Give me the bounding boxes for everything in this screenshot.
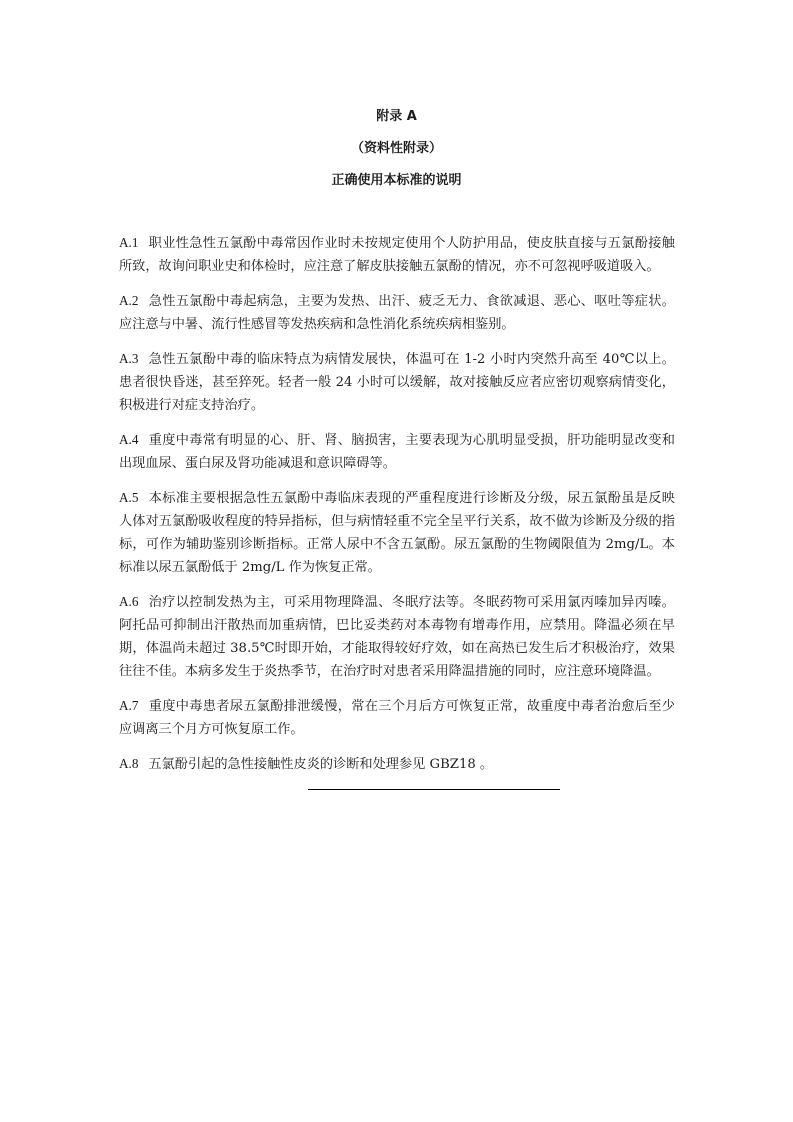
paragraph-a1: [119, 231, 675, 278]
paragraph-a8: [119, 752, 675, 776]
paragraph-a5: [119, 486, 675, 579]
section-title: 正确使用本标准的说明: [331, 173, 462, 188]
paragraph-a7: [119, 694, 675, 741]
paragraph-text: 急性五氯酚中毒的临床特点为病情发展快，体温可在 1-2 小时内突然升高至 40℃以上。患者很快昏迷，甚至猝死。轻者一般 24 小时可以缓解，故对接触反应者应密切观察病情变化，积极进行对症支持治疗。: [119, 352, 675, 413]
paragraph-text: 五氯酚引起的急性接触性皮炎的诊断和处理参见 GBZ18 。: [148, 757, 494, 772]
paragraph-number: A.7: [119, 698, 139, 713]
paragraph-number: A.1: [119, 235, 139, 250]
paragraph-text: 职业性急性五氯酚中毒常因作业时未按规定使用个人防护用品，使皮肤直接与五氯酚接触所致，故询问职业史和体检时，应注意了解皮肤接触五氯酚的情况，亦不可忽视呼吸道吸入。: [119, 236, 675, 274]
appendix-type: （资料性附录）: [350, 141, 442, 156]
paragraph-number: A.6: [119, 594, 139, 609]
paragraph-text: 急性五氯酚中毒起病急，主要为发热、出汗、疲乏无力、食欲减退、恶心、呕吐等症状。应注意与中暑、流行性感冒等发热疾病和急性消化系统疾病相鉴别。: [119, 294, 675, 332]
end-rule: [308, 789, 560, 790]
paragraph-a2: [119, 289, 675, 336]
paragraph-number: A.2: [119, 293, 139, 308]
document-body: [119, 231, 675, 787]
paragraph-number: A.8: [119, 756, 139, 771]
paragraph-text: 本标准主要根据急性五氯酚中毒临床表现的严重程度进行诊断及分级，尿五氯酚虽是反映人体对五氯酚吸收程度的特异指标，但与病情轻重不完全呈平行关系，故不做为诊断及分级的指标，可作为辅助鉴别诊断指标。正常人尿中不含五氯酚。尿五氯酚的生物阈限值为 2mg/L。本标准以尿五氯酚低于 2mg/L 作为恢复正常。: [119, 491, 675, 575]
paragraph-text: 治疗以控制发热为主，可采用物理降温、冬眠疗法等。冬眠药物可采用氯丙嗪加异丙嗪。阿托品可抑制出汗散热而加重病情，巴比妥类药对本毒物有增毒作用，应禁用。降温必须在早期，体温尚未超过 38.5℃时即开始，才能取得较好疗效，如在高热已发生后才积极治疗，效果往往不佳。本病多发生于炎热季节，在治疗时对患者采用降温措施的同时，应注意环境降温。: [119, 595, 675, 679]
paragraph-number: A.3: [119, 351, 139, 366]
paragraph-number: A.5: [119, 490, 139, 505]
paragraph-text: 重度中毒常有明显的心、肝、肾、脑损害，主要表现为心肌明显受损，肝功能明显改变和出现血尿、蛋白尿及肾功能减退和意识障碍等。: [119, 433, 675, 471]
paragraph-a4: [119, 428, 675, 475]
paragraph-a6: [119, 590, 675, 683]
paragraph-a3: [119, 347, 675, 417]
appendix-label: 附录 A: [376, 109, 417, 124]
paragraph-number: A.4: [119, 432, 139, 447]
paragraph-text: 重度中毒患者尿五氯酚排泄缓慢，常在三个月后方可恢复正常，故重度中毒者治愈后至少应调离三个月方可恢复原工作。: [119, 699, 675, 737]
